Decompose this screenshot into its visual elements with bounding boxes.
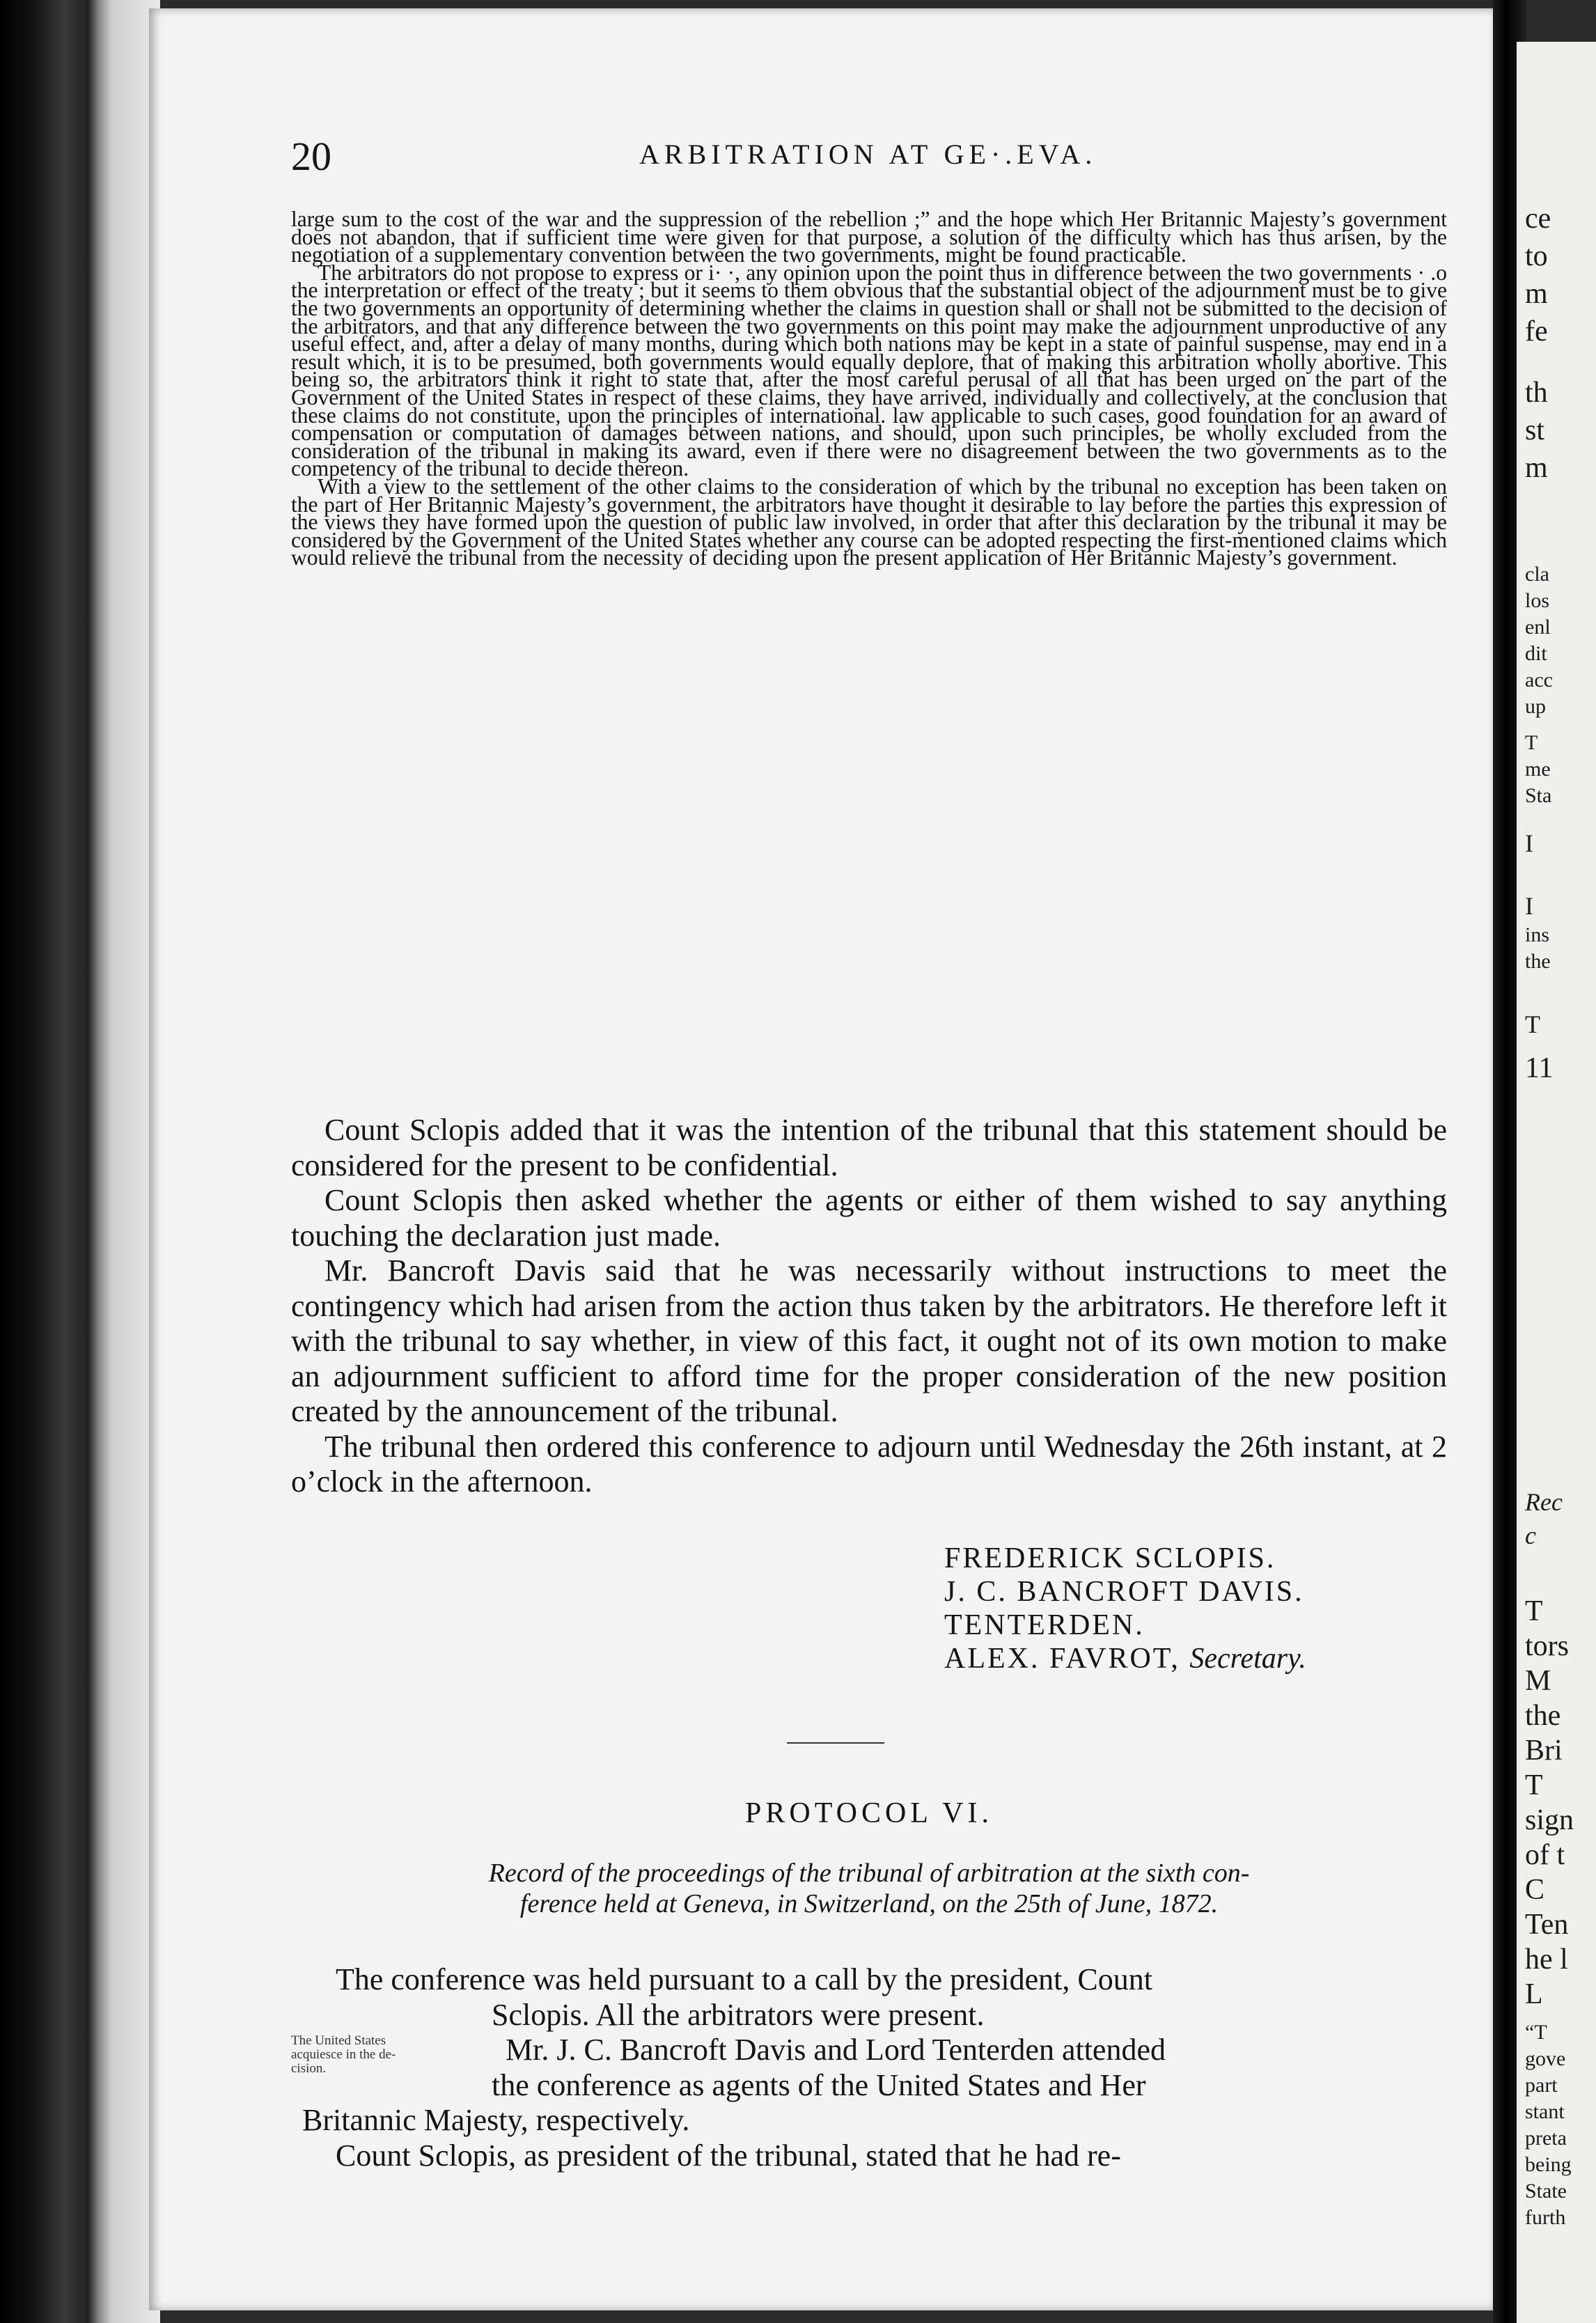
paragraph: The arbitrators do not propose to express or i· ·, any opinion upon the point thus in difference between the two governments · .o the interpretation or effect of the treaty ; but it seems to them obvious that the substantial object of the adjournment must be to give the two governments an opportunity of determining whether the claims in question shall or shall not be submitted to the decision of the arbitrators, and that any difference between the two governments on this point may make the adjournment unproductive of any useful effect, and, after a delay of many months, during which both nations may be kept in a state of painful suspense, may end in a result which, it is to be presumed, both governments would equally deplore, that of making this arbitration wholly abortive. This being so, the arbitrators think it right to state that, after the most careful perusal of all that has been urged on the part of the Government of the United States in respect of these claims, they have arrived, individually and collectively, at the conclusion that these claims do not constitute, upon the principles of international. law applicable to such cases, good foundation for an award of compensation or computation of damages between nations, and should, upon such principles, be wholly excluded from the consideration of the tribunal in making its award, even if there were no disagreement between the two governments as to the competency of the tribunal to decide thereon. bbox=[291, 260, 1447, 481]
margin-note-line: cision. bbox=[291, 2061, 327, 2076]
facing-text: T bbox=[1525, 1769, 1543, 1801]
signature-title: Secretary. bbox=[1189, 1643, 1306, 1675]
text-line: Mr. J. C. Bancroft Davis and Lord Tenterden attended bbox=[506, 2033, 1166, 2067]
facing-text: 11 bbox=[1525, 1052, 1554, 1084]
signature-name: ALEX. FAVROT, bbox=[944, 1643, 1180, 1675]
facing-text: M bbox=[1525, 1665, 1551, 1697]
facing-text: T bbox=[1525, 1010, 1540, 1038]
text-line: the conference as agents of the United States and Her bbox=[492, 2067, 1146, 2102]
facing-text: up bbox=[1525, 695, 1546, 718]
margin-note bbox=[291, 2034, 474, 2076]
facing-text: I bbox=[1525, 829, 1533, 857]
facing-text: st bbox=[1525, 414, 1545, 446]
facing-text: Bri bbox=[1525, 1735, 1563, 1767]
paragraph: large sum to the cost of the war and the suppression of the rebellion ;” and the hope which Her Britannic Majesty’s government does not abandon, that if sufficient time were given for that purpose, a solution of the difficulty which has thus arisen, by the negotiation of a supplementary convention between the two governments, might be found practicable. bbox=[291, 207, 1447, 267]
facing-text: T bbox=[1525, 1595, 1543, 1627]
quoted-declaration bbox=[291, 207, 1447, 570]
facing-text: fe bbox=[1525, 315, 1548, 347]
signature-line: FREDERICK SCLOPIS. bbox=[944, 1542, 1276, 1574]
facing-text: sign bbox=[1525, 1804, 1574, 1836]
facing-text: m bbox=[1525, 452, 1548, 484]
paragraph: The tribunal then ordered this conference to adjourn until Wednesday the 26th instant, at 2 o’clock in the afternoon. bbox=[291, 1429, 1447, 1499]
page-number: 20 bbox=[291, 134, 331, 179]
section-subtitle bbox=[291, 1858, 1447, 1919]
paragraph: Mr. Bancroft Davis said that he was necessarily without instructions to meet the contingency which had arisen from the action thus taken by the arbitrators. He therefore left it with the tribunal to say whether, in view of this fact, it ought not of its own motion to make an adjournment sufficient to afford time for the proper consideration of the new position created by the announcement of the tribunal. bbox=[291, 1253, 1447, 1428]
page-header bbox=[291, 132, 1447, 181]
facing-text: of t bbox=[1525, 1839, 1565, 1871]
facing-text: being bbox=[1525, 2153, 1572, 2176]
facing-text: tors bbox=[1525, 1630, 1569, 1662]
facing-text: me bbox=[1525, 758, 1551, 781]
facing-text: the bbox=[1525, 1700, 1561, 1732]
facing-text: L bbox=[1525, 1978, 1543, 2010]
facing-text: dit bbox=[1525, 642, 1547, 665]
subtitle-line: Record of the proceedings of the tribunal of arbitration at the sixth con- bbox=[488, 1859, 1250, 1888]
signature-line: J. C. BANCROFT DAVIS. bbox=[944, 1576, 1304, 1608]
binding-gutter bbox=[0, 0, 160, 2323]
facing-text: preta bbox=[1525, 2127, 1567, 2150]
facing-text: Rec bbox=[1525, 1488, 1563, 1516]
facing-text: ce bbox=[1525, 203, 1551, 235]
margin-note-line: The United States bbox=[291, 2033, 386, 2048]
facing-text: part bbox=[1525, 2074, 1558, 2097]
section-title: PROTOCOL VI. bbox=[745, 1797, 993, 1829]
facing-text: Sta bbox=[1525, 784, 1552, 807]
signature-line bbox=[944, 1642, 1306, 1675]
text-line: The conference was held pursuant to a call by the president, Count bbox=[336, 1962, 1152, 1996]
facing-text: gove bbox=[1525, 2047, 1566, 2070]
facing-text: los bbox=[1525, 589, 1550, 612]
proceedings-text bbox=[291, 1113, 1447, 1500]
facing-text: the bbox=[1525, 950, 1551, 973]
subtitle-line: ference held at Geneva, in Switzerland, on the 25th of June, 1872. bbox=[519, 1889, 1219, 1918]
paragraph: Count Sclopis then asked whether the agents or either of them wished to say anything touching the declaration just made. bbox=[291, 1183, 1447, 1253]
facing-text: I bbox=[1525, 892, 1533, 920]
facing-text: th bbox=[1525, 377, 1548, 409]
facing-text: C bbox=[1525, 1874, 1545, 1906]
signature-line: TENTERDEN. bbox=[944, 1609, 1145, 1641]
text-line: Britannic Majesty, respectively. bbox=[302, 2103, 690, 2137]
paragraph: Count Sclopis added that it was the intention of the tribunal that this statement should be considered for the present to be confidential. bbox=[291, 1113, 1447, 1182]
facing-text: m bbox=[1525, 278, 1548, 310]
facing-text: he l bbox=[1525, 1943, 1568, 1976]
section-divider bbox=[787, 1742, 884, 1744]
margin-note-line: acquiesce in the de- bbox=[291, 2047, 396, 2062]
facing-text: enl bbox=[1525, 616, 1551, 639]
facing-text: stant bbox=[1525, 2100, 1565, 2123]
protocol-body bbox=[302, 1962, 1447, 2173]
facing-text: State bbox=[1525, 2180, 1567, 2203]
facing-text: acc bbox=[1525, 668, 1553, 691]
facing-text: c bbox=[1525, 1522, 1536, 1549]
paragraph: With a view to the settlement of the other claims to the consideration of which by the tribunal no exception has been taken on the part of Her Britannic Majesty’s government, the arbitrators have thought it desirable to lay before the parties this expression of the views they have formed upon the question of public law involved, in order that after this declaration by the tribunal it may be considered by the Government of the United States whether any course can be adopted respecting the first-mentioned claims which would relieve the tribunal from the necessity of deciding upon the present application of Her Britannic Majesty’s government. bbox=[291, 474, 1447, 570]
facing-text: Ten bbox=[1525, 1909, 1569, 1941]
facing-page-fragment bbox=[1517, 42, 1596, 2323]
text-line: Count Sclopis, as president of the tribunal, stated that he had re- bbox=[336, 2138, 1121, 2173]
text-line: Sclopis. All the arbitrators were present. bbox=[492, 1997, 985, 2032]
signature-block bbox=[944, 1542, 1306, 1675]
facing-text: cla bbox=[1525, 563, 1549, 586]
running-head: ARBITRATION AT GE·.EVA. bbox=[639, 139, 1097, 170]
facing-text: furth bbox=[1525, 2206, 1566, 2229]
facing-text: T bbox=[1525, 731, 1538, 754]
facing-text: ins bbox=[1525, 923, 1550, 946]
facing-text: to bbox=[1525, 240, 1548, 272]
facing-text: “T bbox=[1525, 2021, 1547, 2044]
